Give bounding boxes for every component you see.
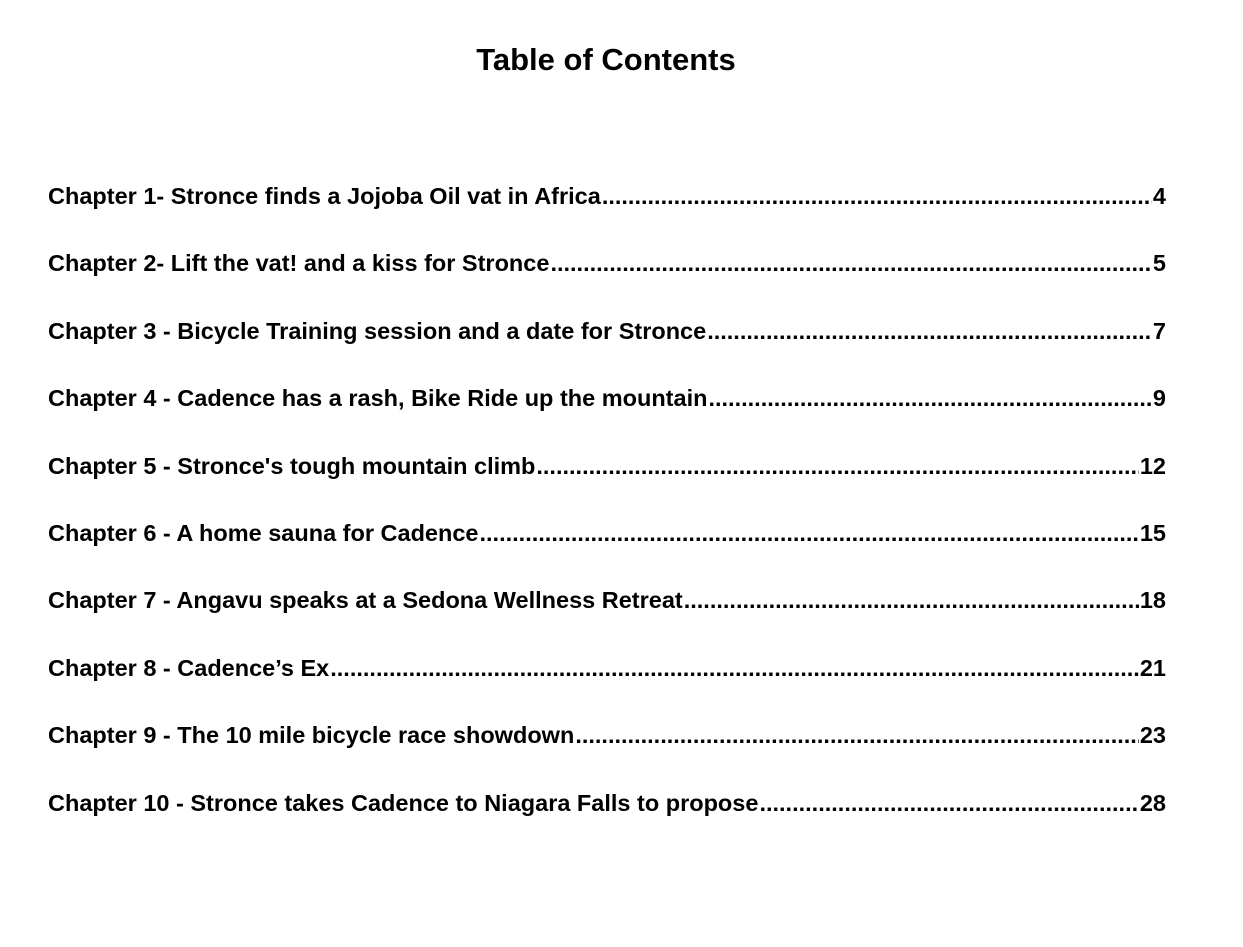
toc-entry bbox=[48, 382, 1166, 449]
toc-entry-title: Chapter 2- Lift the vat! and a kiss for Stronce bbox=[48, 250, 550, 277]
toc-entry bbox=[48, 719, 1166, 786]
toc-dot-leader bbox=[550, 247, 1151, 280]
toc-entry-title: Chapter 1- Stronce finds a Jojoba Oil vat in Africa bbox=[48, 183, 601, 209]
toc-entry-page: 21 bbox=[1139, 654, 1166, 681]
toc-entry bbox=[48, 247, 1166, 314]
toc-entry bbox=[48, 517, 1166, 584]
toc-entry-page: 7 bbox=[1152, 317, 1166, 344]
toc-entry-page: 23 bbox=[1139, 722, 1166, 749]
toc-list bbox=[48, 180, 1166, 854]
toc-entry-title: Chapter 4 - Cadence has a rash, Bike Ride up the mountain bbox=[48, 385, 708, 412]
toc-entry-title: Chapter 3 - Bicycle Training session and a date for Stronce bbox=[48, 317, 707, 344]
toc-dot-leader bbox=[536, 450, 1138, 483]
toc-dot-leader bbox=[575, 719, 1139, 752]
toc-entry-title: Chapter 9 - The 10 mile bicycle race showdown bbox=[48, 722, 575, 749]
toc-entry-title: Chapter 5 - Stronce's tough mountain climb bbox=[48, 452, 536, 479]
toc-entry-page: 9 bbox=[1152, 385, 1166, 412]
toc-dot-leader bbox=[708, 382, 1151, 415]
toc-entry bbox=[48, 315, 1166, 382]
toc-dot-leader bbox=[602, 180, 1152, 213]
toc-entry-page: 5 bbox=[1152, 250, 1166, 277]
toc-entry bbox=[48, 652, 1166, 719]
toc-dot-leader bbox=[480, 517, 1139, 550]
toc-dot-leader bbox=[707, 315, 1152, 348]
toc-entry-title: Chapter 10 - Stronce takes Cadence to Niagara Falls to propose bbox=[48, 789, 759, 816]
toc-dot-leader bbox=[330, 652, 1139, 685]
toc-entry-page: 15 bbox=[1139, 519, 1166, 546]
toc-entry-page: 12 bbox=[1139, 452, 1166, 479]
toc-entry bbox=[48, 450, 1166, 517]
toc-entry-title: Chapter 7 - Angavu speaks at a Sedona Wellness Retreat bbox=[48, 587, 683, 614]
toc-entry-page: 18 bbox=[1139, 587, 1166, 614]
toc-entry-title: Chapter 8 - Cadence’s Ex bbox=[48, 654, 330, 681]
toc-entry bbox=[48, 787, 1166, 854]
toc-entry-page: 4 bbox=[1152, 183, 1166, 209]
toc-entry bbox=[48, 180, 1166, 247]
toc-dot-leader bbox=[684, 584, 1139, 617]
toc-entry bbox=[48, 584, 1166, 651]
toc-dot-leader bbox=[759, 787, 1138, 820]
page-title: Table of Contents bbox=[476, 42, 736, 77]
toc-entry-page: 28 bbox=[1139, 789, 1166, 816]
toc-entry-title: Chapter 6 - A home sauna for Cadence bbox=[48, 519, 479, 546]
